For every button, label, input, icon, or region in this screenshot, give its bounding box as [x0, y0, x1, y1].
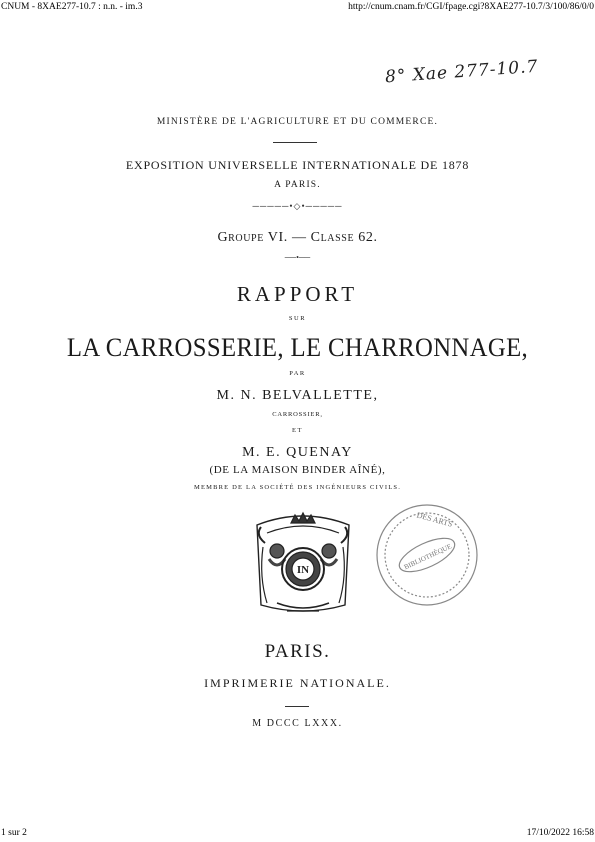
- group-class-heading: Groupe VI. — Classe 62.: [217, 230, 378, 245]
- publisher-city: PARIS.: [264, 641, 331, 662]
- exposition-title: EXPOSITION UNIVERSELLE INTERNATIONALE DE 1878: [125, 158, 470, 172]
- handwritten-shelfmark: 8° Xae 277-10.7: [384, 56, 539, 88]
- stamp-top-text: DES ARTS: [415, 510, 454, 529]
- author-2-role: MEMBRE DE LA SOCIÉTÉ DES INGÉNIEURS CIVILS.: [193, 484, 402, 491]
- ministry-line: MINISTÈRE DE L'AGRICULTURE ET DU COMMERCE.: [156, 117, 439, 127]
- stamp-middle-text: BIBLIOTHÈQUE: [402, 542, 453, 572]
- print-footer-page: 1 sur 2: [1, 828, 27, 838]
- print-header-title: CNUM - 8XAE277-10.7 : n.n. - im.3: [1, 2, 143, 12]
- imperial-emblem-icon: [247, 507, 359, 619]
- sur-label: SUR: [288, 315, 307, 322]
- author-1-role: CARROSSIER,: [272, 411, 323, 418]
- ornament-divider-small: ──•──: [284, 253, 311, 262]
- divider-rule: [273, 142, 317, 143]
- par-label: PAR: [289, 370, 306, 377]
- publisher-name: IMPRIMERIE NATIONALE.: [204, 676, 391, 690]
- et-label: ET: [292, 427, 303, 434]
- author-1-name: M. N. BELVALLETTE,: [216, 388, 379, 403]
- library-stamp-icon: [372, 500, 482, 610]
- exposition-location: A PARIS.: [274, 180, 321, 190]
- emblem-monogram: IN: [296, 564, 310, 576]
- print-footer-datetime: 17/10/2022 16:58: [526, 828, 594, 838]
- author-2-name: M. E. QUENAY: [242, 445, 353, 460]
- report-title: RAPPORT: [236, 282, 359, 306]
- divider-rule-small: [285, 706, 309, 707]
- author-2-affiliation: (DE LA MAISON BINDER AÎNÉ),: [209, 464, 386, 476]
- report-subject: LA CARROSSERIE, LE CHARRONNAGE,: [66, 333, 529, 362]
- publication-year: M DCCC LXXX.: [252, 718, 343, 729]
- ornament-divider: ─────•◇•─────: [252, 201, 343, 211]
- print-header-url[interactable]: http://cnum.cnam.fr/CGI/fpage.cgi?8XAE277-10.7/3/100/86/0/0: [348, 2, 594, 12]
